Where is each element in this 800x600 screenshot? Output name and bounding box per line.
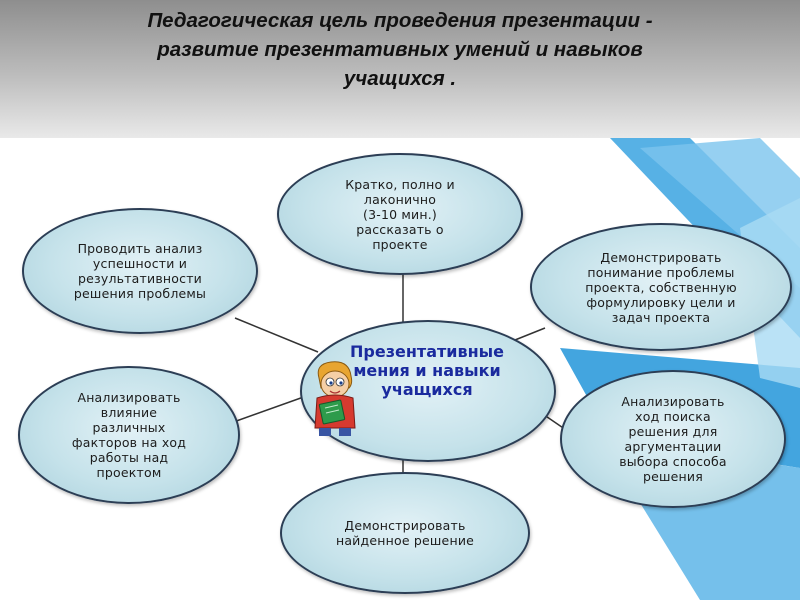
node-upper-right: [530, 223, 792, 351]
node-lower-left: [18, 366, 240, 504]
connector-upper-left: [235, 318, 318, 352]
node-lower-right: [560, 370, 786, 508]
node-top: [277, 153, 523, 275]
node-bottom: [280, 472, 530, 594]
connector-upper-right: [515, 328, 545, 340]
node-top-text: Кратко, полно и лаконично (3-10 мин.) рассказать о проекте: [345, 176, 455, 252]
node-lower-left-text: Анализировать влияние различных факторов на ход работы над проектом: [71, 390, 187, 480]
student-reading-icon: [305, 358, 365, 438]
title-bar: [0, 0, 800, 138]
node-upper-left: [22, 208, 258, 334]
connector-lower-left: [228, 394, 312, 424]
slide-title: Педагогическая цель проведения презентации - развитие презентативных умений и навыков учащихся .: [147, 9, 653, 90]
center-node-text: Презентативные мения и навыки учащихся: [350, 342, 504, 399]
node-upper-right-text: Демонстрировать понимание проблемы проекта, собственную формулировку цели и задач проекта: [585, 249, 737, 325]
center-node: [300, 320, 556, 462]
mind-map-diagram: [0, 138, 800, 600]
node-lower-right-text: Анализировать ход поиска решения для аргументации выбора способа решения: [619, 394, 727, 484]
node-bottom-text: Демонстрировать найденное решение: [335, 518, 475, 548]
node-upper-left-text: Проводить анализ успешности и результативности решения проблемы: [73, 241, 207, 301]
